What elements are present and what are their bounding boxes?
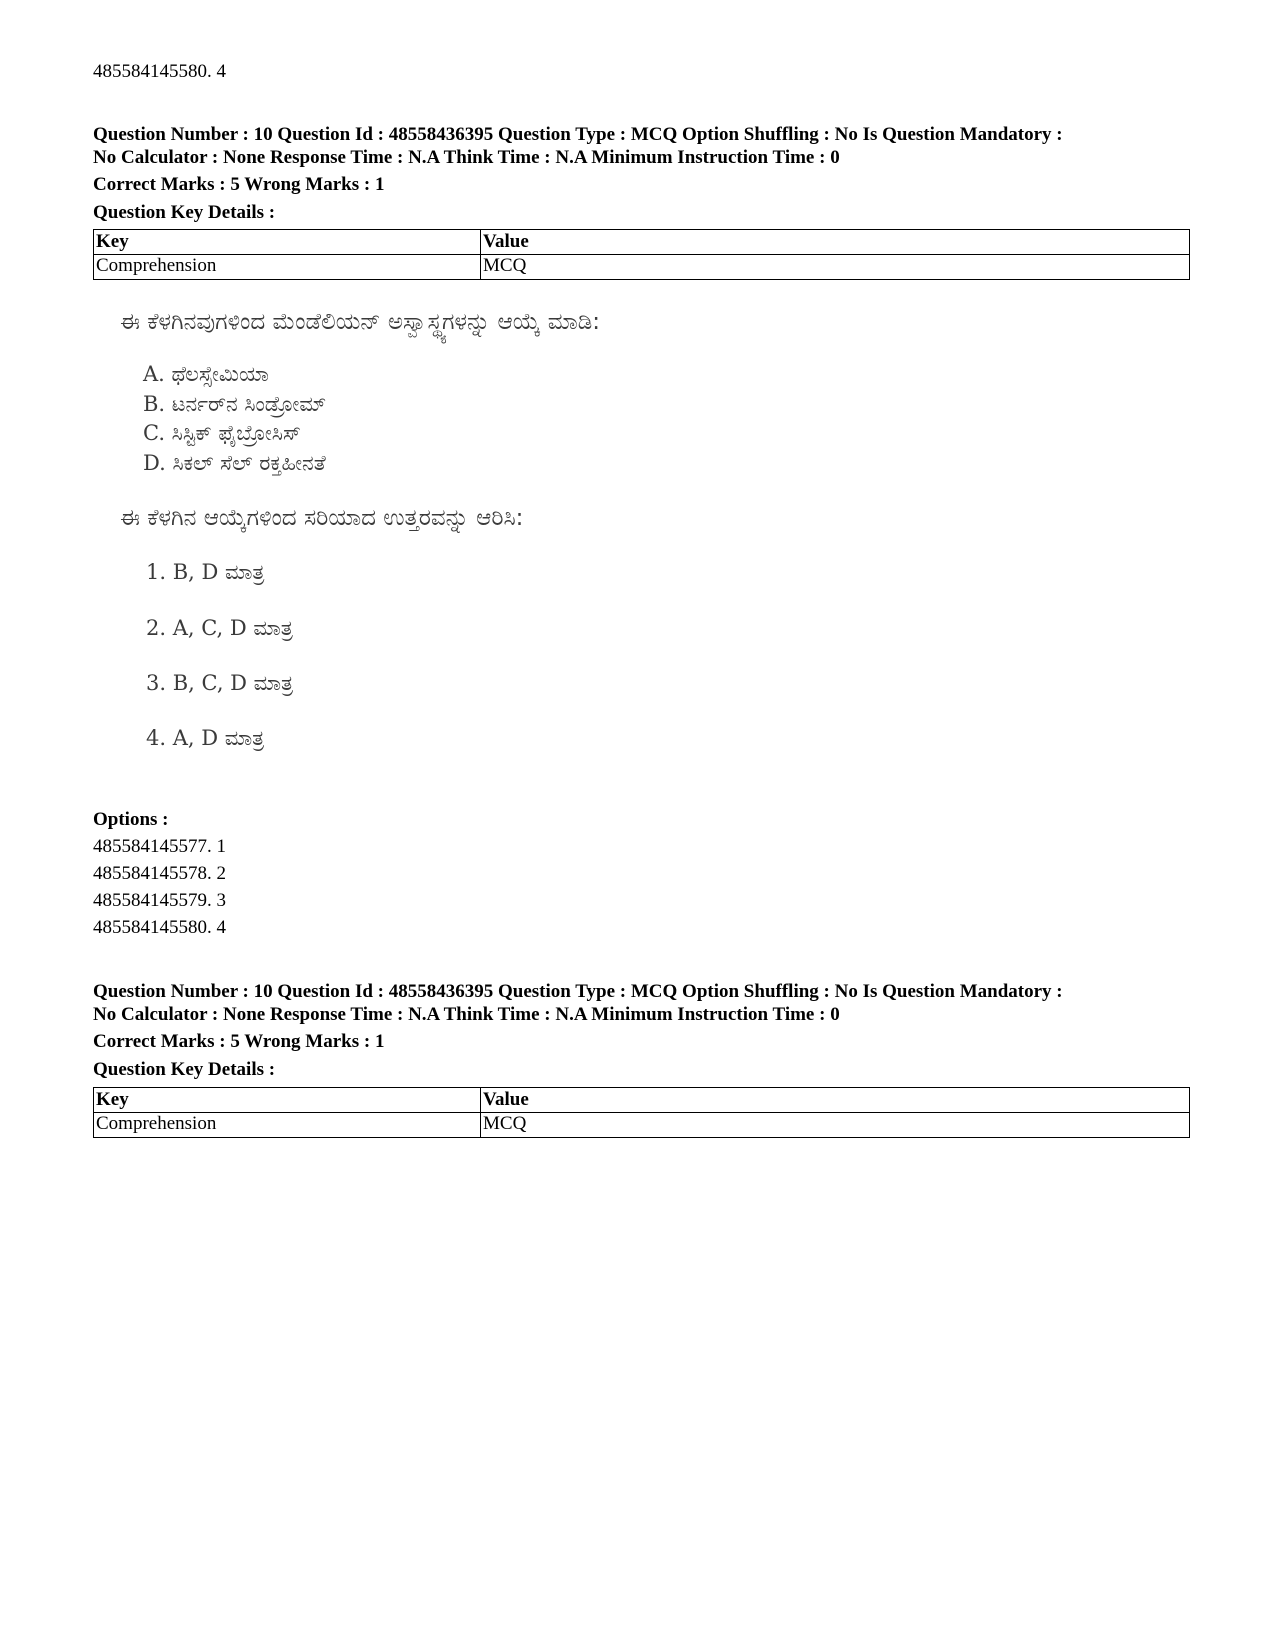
table-head-value: Value — [481, 230, 1190, 255]
table-row — [94, 255, 1190, 280]
marks-line: Correct Marks : 5 Wrong Marks : 1 — [93, 174, 385, 195]
table-head-value: Value — [481, 1088, 1190, 1113]
question-header-line-1: Question Number : 10 Question Id : 48558436395 Question Type : MCQ Option Shuffling : No Is Question Mandatory : — [93, 981, 1063, 1002]
table-cell-value: MCQ — [481, 255, 1190, 280]
key-details-table — [93, 229, 1190, 280]
question-item: B. ಟರ್ನರ್‌ನ ಸಿಂಡ್ರೋಮ್ — [143, 392, 327, 416]
table-cell-key: Comprehension — [94, 255, 481, 280]
table-cell-key: Comprehension — [94, 1113, 481, 1138]
answer-choice: 1. B, D ಮಾತ್ರ — [146, 560, 265, 584]
question-header — [93, 123, 1203, 169]
key-details-label: Question Key Details : — [93, 1059, 276, 1080]
question-header — [93, 980, 1203, 1026]
option-item: 485584145579. 3 — [93, 890, 226, 911]
table-header-row — [94, 230, 1190, 255]
option-item: 485584145577. 1 — [93, 836, 226, 857]
table-head-key: Key — [94, 230, 481, 255]
question-header-line-2: No Calculator : None Response Time : N.A Think Time : N.A Minimum Instruction Time : 0 — [93, 147, 840, 168]
marks-line: Correct Marks : 5 Wrong Marks : 1 — [93, 1031, 385, 1052]
table-header-row — [94, 1088, 1190, 1113]
previous-option-line: 485584145580. 4 — [93, 61, 226, 82]
key-details-label: Question Key Details : — [93, 202, 276, 223]
options-label: Options : — [93, 809, 169, 830]
question-header-line-2: No Calculator : None Response Time : N.A Think Time : N.A Minimum Instruction Time : 0 — [93, 1004, 840, 1025]
key-details-table — [93, 1087, 1190, 1138]
question-image — [108, 305, 828, 805]
answer-choice: 4. A, D ಮಾತ್ರ — [146, 726, 265, 750]
option-item: 485584145580. 4 — [93, 917, 226, 938]
table-head-key: Key — [94, 1088, 481, 1113]
question-stem: ಈ ಕೆಳಗಿನವುಗಳಿಂದ ಮೆಂಡೆಲಿಯನ್ ಅಸ್ವಾಸ್ಥ್ಯಗಳನ್ನು ಆಯ್ಕೆ ಮಾಡಿ: — [120, 309, 600, 335]
question-item: D. ಸಿಕಲ್ ಸೆಲ್ ರಕ್ತಹೀನತೆ — [143, 451, 326, 475]
table-row — [94, 1113, 1190, 1138]
answer-choice: 2. A, C, D ಮಾತ್ರ — [146, 616, 293, 640]
answer-choice: 3. B, C, D ಮಾತ್ರ — [146, 671, 294, 695]
question-instruction: ಈ ಕೆಳಗಿನ ಆಯ್ಕೆಗಳಿಂದ ಸರಿಯಾದ ಉತ್ತರವನ್ನು ಆರಿಸಿ: — [120, 505, 524, 531]
question-header-line-1: Question Number : 10 Question Id : 48558436395 Question Type : MCQ Option Shuffling : No Is Question Mandatory : — [93, 124, 1063, 145]
question-item: C. ಸಿಸ್ಟಿಕ್ ಫೈಬ್ರೋಸಿಸ್ — [143, 421, 301, 445]
table-cell-value: MCQ — [481, 1113, 1190, 1138]
option-item: 485584145578. 2 — [93, 863, 226, 884]
question-item: A. ಥೆಲಸ್ಸೇಮಿಯಾ — [143, 362, 269, 386]
